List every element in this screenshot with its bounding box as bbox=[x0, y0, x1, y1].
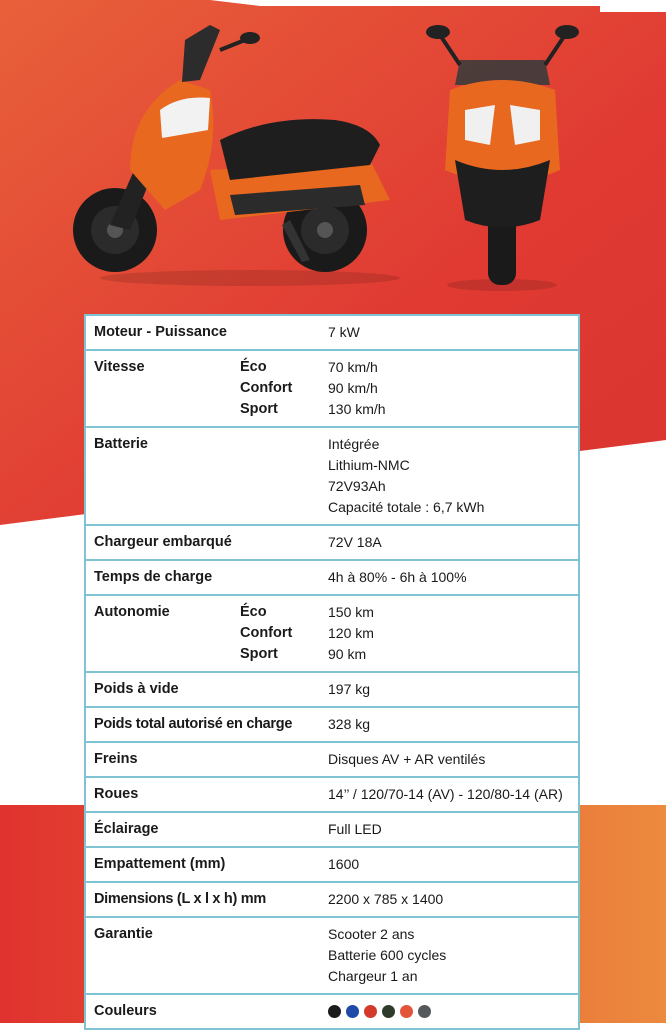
spec-mode-label: Confort bbox=[240, 380, 293, 396]
spec-row bbox=[86, 916, 578, 993]
spec-value-line: 130 km/h bbox=[328, 401, 386, 417]
spec-mode-label: Sport bbox=[240, 646, 278, 662]
color-swatch bbox=[382, 1005, 395, 1018]
scooter-front-image bbox=[420, 20, 585, 295]
spec-value-line: Lithium-NMC bbox=[328, 457, 410, 473]
color-swatch bbox=[364, 1005, 377, 1018]
spec-value-line: Disques AV + AR ventilés bbox=[328, 751, 486, 767]
spec-value-line: 72V93Ah bbox=[328, 478, 386, 494]
spec-value bbox=[320, 995, 578, 1028]
spec-row bbox=[86, 811, 578, 846]
color-swatch bbox=[346, 1005, 359, 1018]
spec-value bbox=[320, 526, 578, 559]
spec-label bbox=[86, 708, 320, 741]
spec-label bbox=[86, 743, 320, 776]
spec-mode-label: Éco bbox=[240, 359, 267, 375]
spec-label bbox=[86, 778, 320, 811]
spec-value bbox=[320, 883, 578, 916]
scooter-side-image bbox=[70, 20, 410, 290]
spec-value-line: 7 kW bbox=[328, 324, 360, 340]
spec-label-text: Batterie bbox=[94, 436, 148, 452]
spec-value-line: 72V 18A bbox=[328, 534, 382, 550]
spec-label bbox=[86, 883, 320, 916]
spec-value bbox=[320, 778, 578, 811]
spec-mode-label: Confort bbox=[240, 625, 293, 641]
spec-label-text: Vitesse bbox=[94, 359, 145, 375]
spec-label bbox=[86, 351, 320, 426]
spec-row bbox=[86, 524, 578, 559]
spec-value bbox=[320, 848, 578, 881]
spec-value bbox=[320, 428, 578, 524]
spec-row bbox=[86, 426, 578, 524]
spec-value bbox=[320, 596, 578, 671]
color-swatch bbox=[418, 1005, 431, 1018]
spec-value-line: 1600 bbox=[328, 856, 360, 872]
spec-value-line: 120 km bbox=[328, 625, 374, 641]
spec-value bbox=[320, 918, 578, 993]
spec-value bbox=[320, 813, 578, 846]
spec-label-text: Chargeur embarqué bbox=[94, 534, 232, 550]
spec-label-text: Autonomie bbox=[94, 604, 170, 620]
spec-label bbox=[86, 316, 320, 349]
spec-label-text: Moteur - Puissance bbox=[94, 324, 227, 340]
spec-row bbox=[86, 559, 578, 594]
spec-row bbox=[86, 671, 578, 706]
color-swatch bbox=[400, 1005, 413, 1018]
spec-value bbox=[320, 561, 578, 594]
spec-table bbox=[84, 314, 580, 1030]
spec-value-line: 2200 x 785 x 1400 bbox=[328, 891, 444, 907]
spec-value-line: Batterie 600 cycles bbox=[328, 947, 447, 963]
spec-label bbox=[86, 428, 320, 524]
spec-label bbox=[86, 526, 320, 559]
spec-value-line: 90 km bbox=[328, 646, 367, 662]
spec-value-line: Full LED bbox=[328, 821, 382, 837]
spec-value bbox=[320, 673, 578, 706]
spec-value bbox=[320, 351, 578, 426]
spec-mode-label: Éco bbox=[240, 604, 267, 620]
color-swatch bbox=[328, 1005, 341, 1018]
spec-mode-list bbox=[240, 602, 292, 665]
spec-label bbox=[86, 813, 320, 846]
spec-value-line: 90 km/h bbox=[328, 380, 378, 396]
spec-row bbox=[86, 776, 578, 811]
spec-value-line: 150 km bbox=[328, 604, 374, 620]
spec-value-line: 197 kg bbox=[328, 681, 371, 697]
spec-value-line: Capacité totale : 6,7 kWh bbox=[328, 499, 485, 515]
spec-label-text: Couleurs bbox=[94, 1003, 157, 1019]
spec-label-text: Freins bbox=[94, 751, 138, 767]
spec-value-line: 4h à 80% - 6h à 100% bbox=[328, 569, 467, 585]
color-swatches bbox=[328, 1001, 578, 1022]
spec-row bbox=[86, 316, 578, 349]
spec-value bbox=[320, 743, 578, 776]
spec-value-line: Chargeur 1 an bbox=[328, 968, 418, 984]
spec-label-text: Temps de charge bbox=[94, 569, 213, 585]
spec-mode-label: Sport bbox=[240, 401, 278, 417]
spec-label-text: Éclairage bbox=[94, 821, 159, 837]
spec-label-text: Empattement (mm) bbox=[94, 856, 226, 872]
spec-value bbox=[320, 316, 578, 349]
spec-label-text: Dimensions (L x l x h) mm bbox=[94, 891, 266, 907]
spec-value-line: 70 km/h bbox=[328, 359, 378, 375]
spec-label-text: Poids à vide bbox=[94, 681, 179, 697]
spec-mode-list bbox=[240, 357, 292, 420]
spec-value-line: Scooter 2 ans bbox=[328, 926, 415, 942]
spec-value-line: Intégrée bbox=[328, 436, 380, 452]
spec-label-text: Poids total autorisé en charge bbox=[94, 716, 293, 732]
spec-label bbox=[86, 848, 320, 881]
spec-label-text: Garantie bbox=[94, 926, 153, 942]
spec-value-line: 328 kg bbox=[328, 716, 371, 732]
spec-label bbox=[86, 561, 320, 594]
spec-row bbox=[86, 741, 578, 776]
spec-label bbox=[86, 995, 320, 1028]
spec-label-text: Roues bbox=[94, 786, 139, 802]
spec-row bbox=[86, 846, 578, 881]
spec-row bbox=[86, 881, 578, 916]
spec-row bbox=[86, 594, 578, 671]
spec-row bbox=[86, 349, 578, 426]
spec-value-line: 14’’ / 120/70-14 (AV) - 120/80-14 (AR) bbox=[328, 786, 563, 802]
spec-label bbox=[86, 673, 320, 706]
spec-label bbox=[86, 596, 320, 671]
spec-row bbox=[86, 706, 578, 741]
spec-label bbox=[86, 918, 320, 993]
spec-value bbox=[320, 708, 578, 741]
